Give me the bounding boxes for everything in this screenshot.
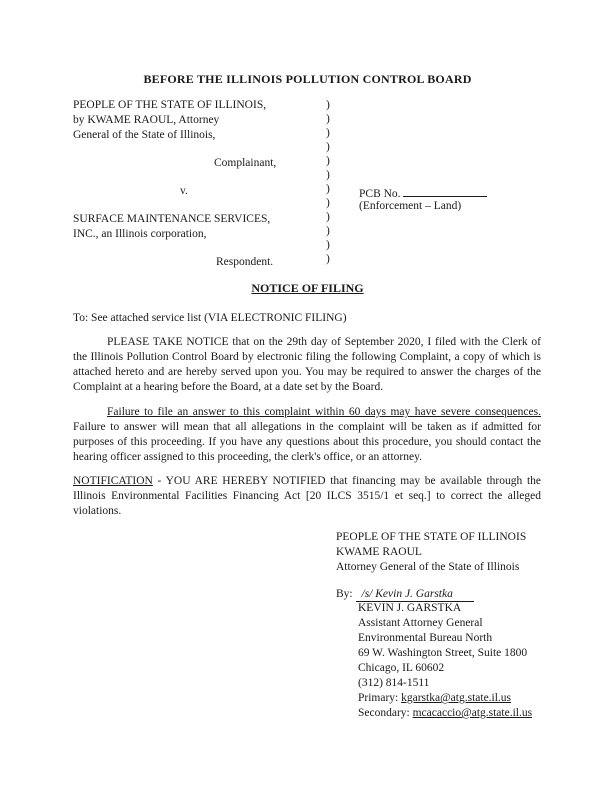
complainant-line-2: by KWAME RAOUL, Attorney: [73, 114, 220, 126]
secondary-label: Secondary:: [358, 707, 410, 719]
notice-paragraph: PLEASE TAKE NOTICE that on the 29th day of September 2020, I filed with the Clerk of the Illinois Pollution Control Board by electronic filing the following Complaint, a copy of which is attached hereto and are hereby served upon you. You may be required to answer the charges of the Complaint at a hearing before the Board, at a date set by the Board.: [73, 336, 541, 393]
attorney-bureau: Environmental Bureau North: [358, 632, 493, 644]
caption-paren: ): [326, 239, 330, 251]
caption-paren: ): [326, 169, 330, 181]
attorney-title: Assistant Attorney General: [358, 617, 483, 629]
by-label: By:: [336, 588, 353, 600]
attorney-street: 69 W. Washington Street, Suite 1800: [358, 647, 528, 659]
attorney-city: Chicago, IL 60602: [358, 662, 445, 674]
consequences-warning: Failure to file an answer to this complaint within 60 days may have severe consequences.: [107, 406, 541, 418]
secondary-email-link[interactable]: mcacaccio@atg.state.il.us: [412, 707, 533, 719]
caption-paren: ): [326, 113, 330, 125]
consequences-paragraph: [73, 405, 541, 465]
primary-email-link[interactable]: kgarstka@atg.state.il.us: [401, 692, 512, 704]
caption-paren: ): [326, 211, 330, 223]
signature-party-3: Attorney General of the State of Illinois: [336, 561, 520, 573]
notice-title: NOTICE OF FILING: [251, 281, 364, 295]
attorney-phone: (312) 814-1511: [358, 677, 430, 689]
respondent-role: Respondent.: [216, 256, 274, 268]
caption-paren: ): [326, 225, 330, 237]
versus: v.: [180, 185, 188, 197]
secondary-email-line: [358, 706, 532, 721]
caption-paren: ): [326, 155, 330, 167]
caption-paren: ): [326, 183, 330, 195]
caption-paren: ): [326, 253, 330, 265]
consequences-text: Failure to answer will mean that all allegations in the complaint will be taken as if admitted for purposes of this proceeding. If you have any questions about this procedure, you should contact the hearing officer assigned to this proceeding, the clerk's office, or an attorney.: [73, 421, 541, 463]
respondent-line-2: INC., an Illinois corporation,: [73, 228, 207, 240]
complainant-line-3: General of the State of Illinois,: [73, 129, 216, 141]
notification-label: NOTIFICATION: [73, 475, 153, 487]
respondent-line-1: SURFACE MAINTENANCE SERVICES,: [73, 213, 271, 225]
attorney-name: KEVIN J. GARSTKA: [358, 602, 462, 614]
signature-party-2: KWAME RAOUL: [336, 546, 422, 558]
caption-paren: ): [326, 197, 330, 209]
caption-paren: ): [326, 127, 330, 139]
board-heading: BEFORE THE ILLINOIS POLLUTION CONTROL BOARD: [143, 72, 472, 86]
caption-paren: ): [326, 141, 330, 153]
case-type: (Enforcement – Land): [359, 200, 462, 212]
primary-email-line: [358, 691, 511, 706]
pcb-number-blank: [403, 185, 487, 197]
signature-party-1: PEOPLE OF THE STATE OF ILLINOIS: [336, 531, 527, 543]
pcb-label: PCB No.: [359, 188, 401, 200]
notification-paragraph: [73, 474, 541, 519]
electronic-signature: /s/ Kevin J. Garstka: [356, 588, 474, 602]
complainant-role: Complainant,: [214, 157, 277, 169]
complainant-line-1: PEOPLE OF THE STATE OF ILLINOIS,: [73, 99, 267, 111]
signature-by: [336, 587, 474, 602]
caption-paren: ): [326, 99, 330, 111]
to-line: To: See attached service list (VIA ELECTRONIC FILING): [73, 312, 347, 324]
primary-label: Primary:: [358, 692, 399, 704]
notification-text: - YOU ARE HEREBY NOTIFIED that financing may be available through the Illinois Environmental Facilities Financing Act [20 ILCS 3515/1 et seq.] to correct the alleged violations.: [73, 475, 541, 517]
